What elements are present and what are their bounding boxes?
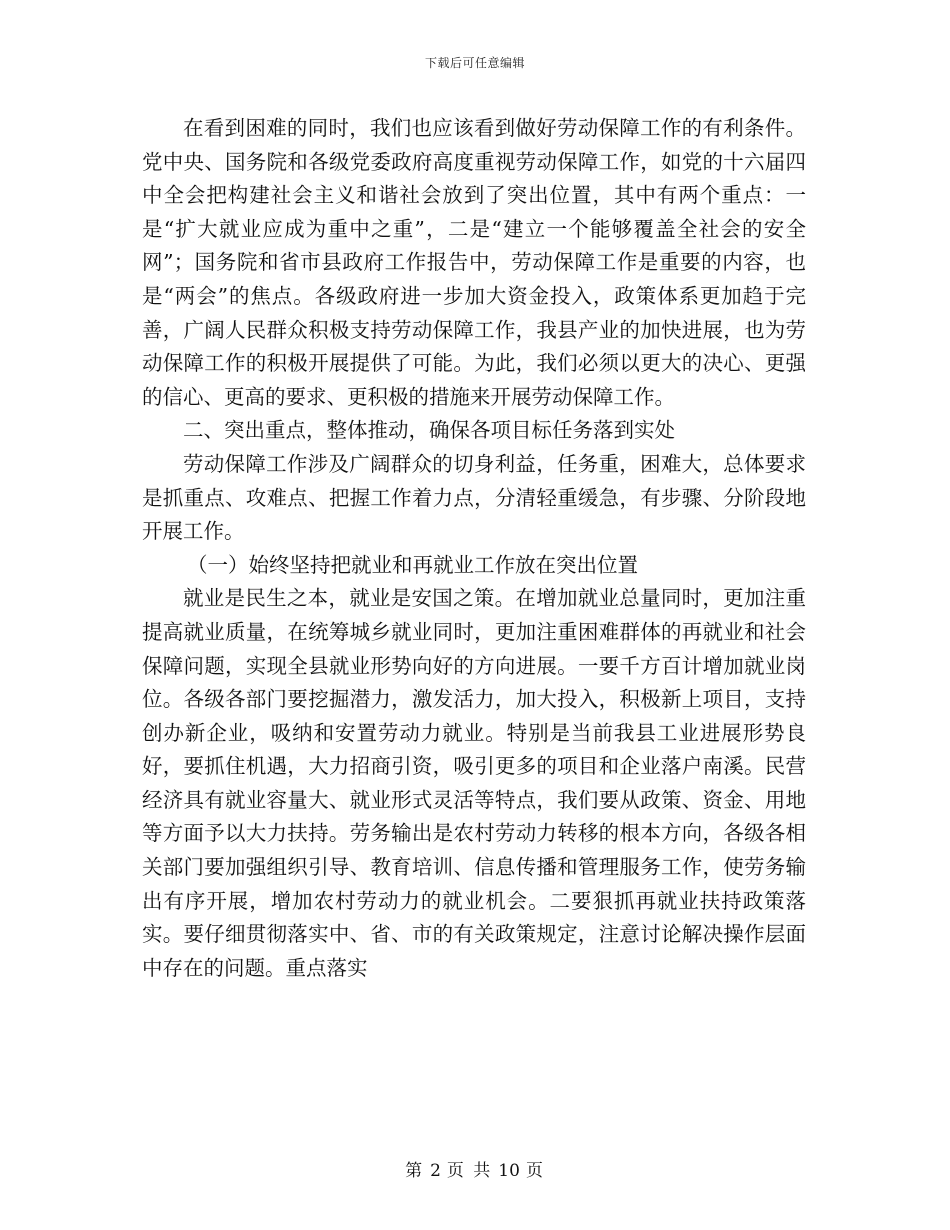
paragraph-employment: 就业是民生之本，就业是安国之策。在增加就业总量同时，更加注重提高就业质量，在统筹城乡就业同时，更加注重困难群体的再就业和社会保障问题，实现全县就业形势向好的方向进展。一要千方百计增加就业岗位。各级各部门要挖掘潜力，激发活力，加大投入，积极新上项目，支持创办新企业，吸纳和安置劳动力就业。特别是当前我县工业进展形势良好，要抓住机遇，大力招商引资，吸引更多的项目和企业落户南溪。民营经济具有就业容量大、就业形式灵活等特点，我们要从政策、资金、用地等方面予以大力扶持。劳务输出是农村劳动力转移的根本方向，各级各相关部门要加强组织引导、教育培训、信息传播和管理服务工作，使劳务输出有序开展，增加农村劳动力的就业机会。二要狠抓再就业扶持政策落实。要仔细贯彻落实中、省、市的有关政策规定，注意讨论解决操作层面中存在的问题。重点落实: [142, 586, 806, 980]
page-header: 下载后可任意编辑: [424, 56, 525, 70]
footer-prefix: 第: [405, 1161, 425, 1181]
subsection-heading-one: （一）始终坚持把就业和再就业工作放在突出位置: [187, 552, 638, 577]
footer-suffix: 页: [525, 1161, 545, 1181]
current-page-number: 2: [430, 1161, 441, 1181]
paragraph-work-requirements: 劳动保障工作涉及广阔群众的切身利益，任务重，困难大，总体要求是抓重点、攻难点、把握工作着力点，分清轻重缓急，有步骤、分阶段地开展工作。: [142, 451, 806, 544]
document-body: [142, 112, 806, 985]
total-page-number: 10: [498, 1161, 520, 1181]
paragraph-favorable-conditions: 在看到困难的同时，我们也应该看到做好劳动保障工作的有利条件。党中央、国务院和各级党委政府高度重视劳动保障工作，如党的十六届四中全会把构建社会主义和谐社会放到了突出位置，其中有两个重点：一是“扩大就业应成为重中之重”，二是“建立一个能够覆盖全社会的安全网”；国务院和省市县政府工作报告中，劳动保障工作是重要的内容，也是“两会”的焦点。各级政府进一步加大资金投入，政策体系更加趋于完善，广阔人民群众积极支持劳动保障工作，我县产业的加快进展，也为劳动保障工作的积极开展提供了可能。为此，我们必须以更大的决心、更强的信心、更高的要求、更积极的措施来开展劳动保障工作。: [142, 116, 806, 409]
page-footer: [0, 1156, 950, 1181]
footer-middle: 页 共: [446, 1161, 493, 1181]
section-heading-two: 二、突出重点，整体推动，确保各项目标任务落到实处: [183, 418, 675, 443]
